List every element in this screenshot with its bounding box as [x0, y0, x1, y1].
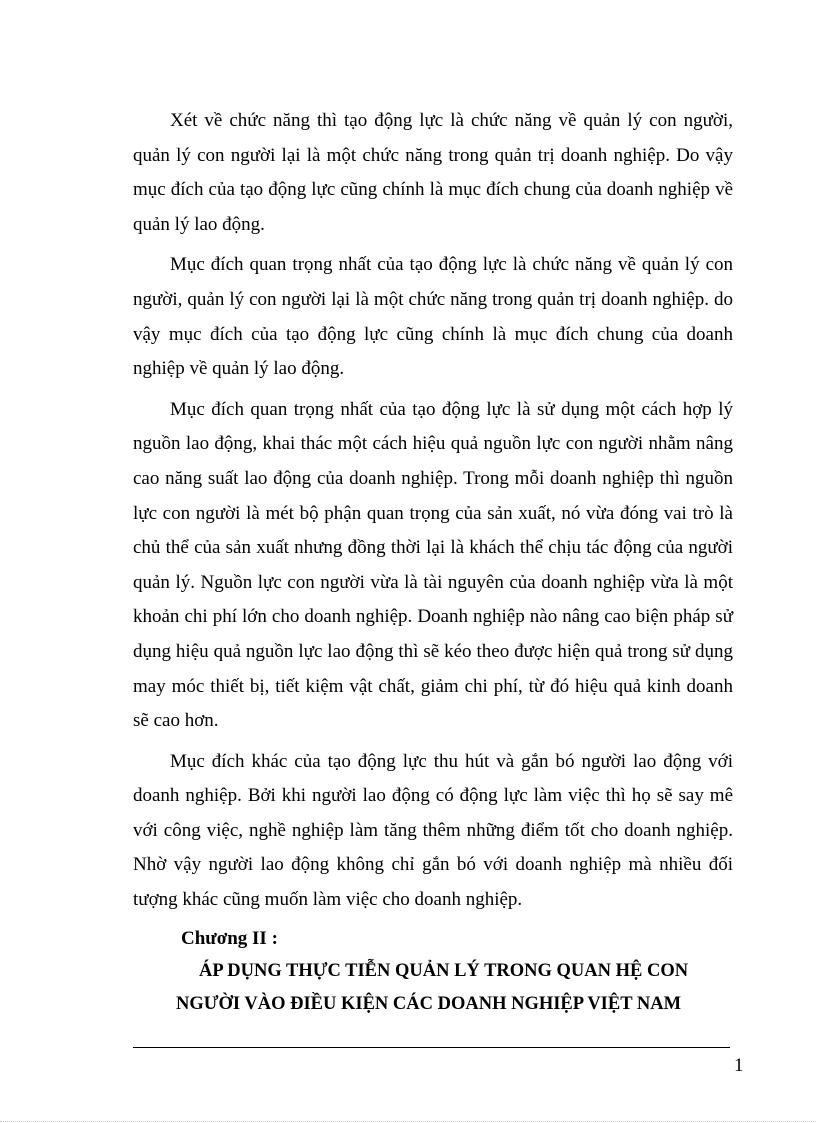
chapter-title [176, 955, 736, 1021]
paragraph-4: Mục đích khác của tạo động lực thu hút và gắn bó người lao động với doanh nghiệp. Bởi khi người lao động có động lực làm việc thì họ sẽ say mê với công việc, nghề nghiệp làm tăng thêm những điểm tốt cho doanh nghiệp. Nhờ vậy người lao động không chỉ gắn bó với doanh nghiệp mà nhiều đối tượng khác cũng muốn làm việc cho doanh nghiệp. [133, 750, 733, 911]
page-number: 1 [734, 1055, 744, 1076]
paragraph-1: Xét về chức năng thì tạo động lực là chức năng về quản lý con người, quản lý con người lại là một chức năng trong quản trị doanh nghiệp. Do vậy mục đích của tạo động lực cũng chính là mục đích chung của doanh nghiệp về quản lý lao động. [133, 110, 733, 235]
page-bottom-border [0, 1121, 816, 1122]
chapter-label: Chương II : [181, 928, 278, 949]
paragraph-2: Mục đích quan trọng nhất của tạo động lực là chức năng về quản lý con người, quản lý con người lại là một chức năng trong quản trị doanh nghiệp. do vậy mục đích của tạo động lực cũng chính là mục đích chung của doanh nghiệp về quản lý lao động. [133, 254, 733, 380]
chapter-title-line-2: NGƯỜI VÀO ĐIỀU KIỆN CÁC DOANH NGHIỆP VIỆT NAM [176, 994, 682, 1014]
chapter-title-line-1: ÁP DỤNG THỰC TIỄN QUẢN LÝ TRONG QUAN HỆ CON [199, 961, 689, 981]
footer-divider [133, 1047, 730, 1048]
body-text [133, 104, 733, 924]
paragraph-3: Mục đích quan trọng nhất của tạo động lực là sử dụng một cách hợp lý nguồn lao động, khai thác một cách hiệu quả nguồn lực con người nhằm nâng cao năng suất lao động của doanh nghiệp. Trong mỗi doanh nghiệp thì nguồn lực con người là mét bộ phận quan trọng của sản xuất, nó vừa đóng vai trò là chủ thể của sản xuất nhưng đồng thời lại là khách thể chịu tác động của người quản lý. Nguồn lực con người vừa là tài nguyên của doanh nghiệp vừa là một khoản chi phí lớn cho doanh nghiệp. Doanh nghiệp nào nâng cao biện pháp sử dụng hiệu quả nguồn lực lao động thì sẽ kéo theo được hiện quả trong sử dụng may móc thiết bị, tiết kiệm vật chất, giảm chi phí, từ đó hiệu quả kinh doanh sẽ cao hơn. [133, 398, 733, 732]
